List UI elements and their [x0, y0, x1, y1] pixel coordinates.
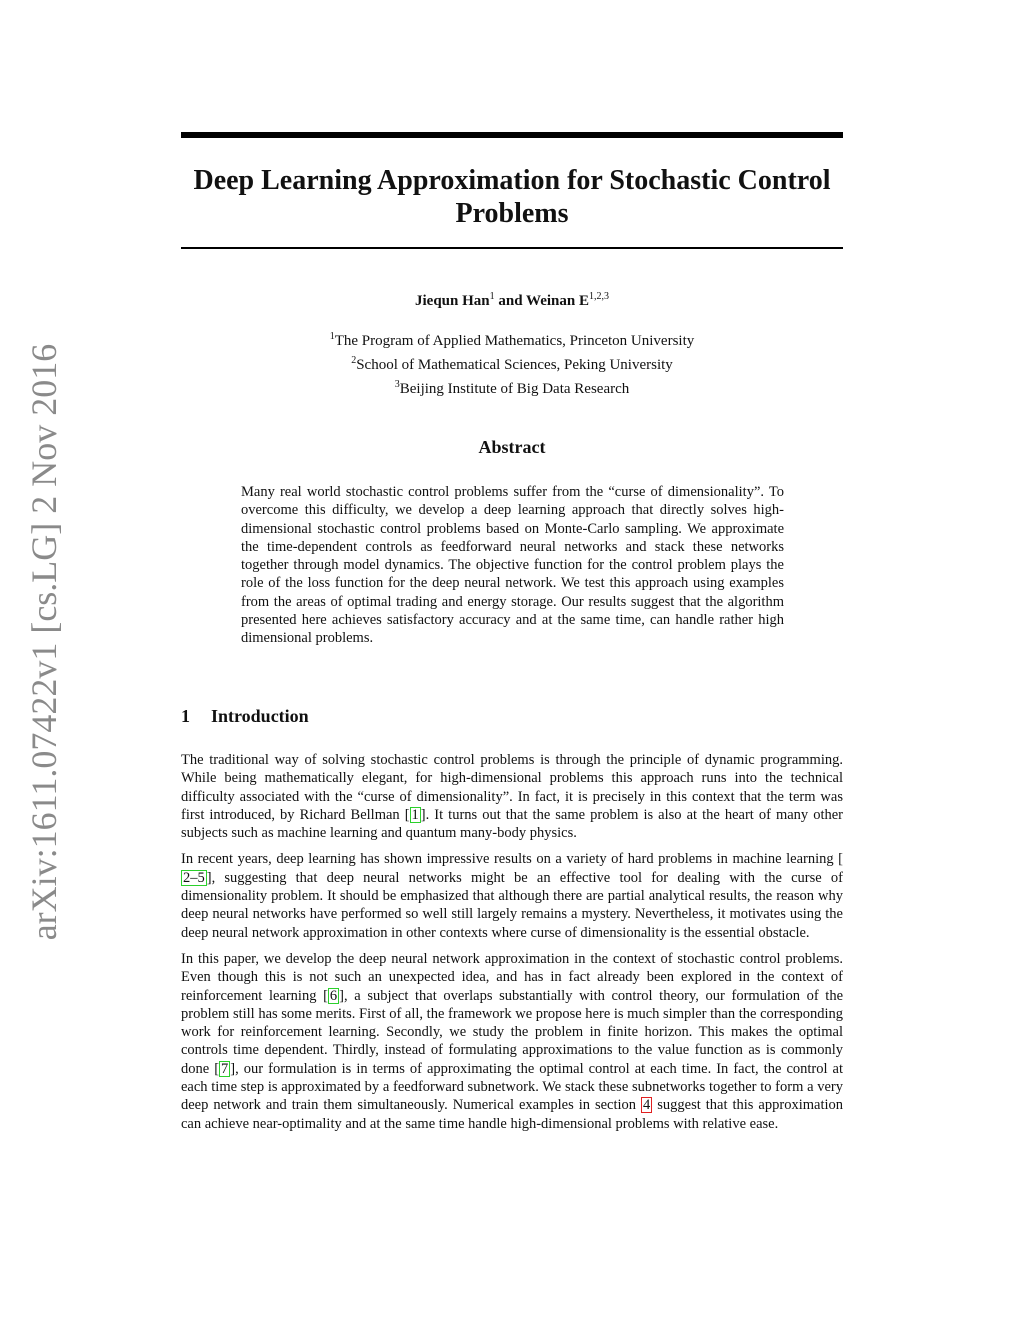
citation-link[interactable]: 1 — [411, 806, 419, 823]
section-body — [181, 751, 843, 1141]
affiliation-text: School of Mathematical Sciences, Peking University — [356, 357, 673, 373]
paper-title: Deep Learning Approximation for Stochastic Control Problems — [193, 165, 831, 229]
abstract-heading: Abstract — [478, 437, 546, 457]
author-affiliation-marker: 1,2,3 — [588, 291, 609, 302]
paragraph-text: ]. It turns out that the same problem is also at the heart of many other subjects such as machine learning and quantum many-body physics. — [181, 806, 843, 842]
affiliation-list — [181, 327, 843, 399]
paragraph-text: ], our formulation is in terms of approximating the optimal control at each time. In fact, the control at each time step is approximated by a feedforward subnetwork. We stack these subnetworks together to form a very deep network and train them simultaneously. Numerical examples in section — [181, 1060, 844, 1114]
title-rule-bottom — [181, 247, 843, 249]
author-name: Jiequn Han — [415, 293, 490, 309]
citation-link[interactable]: 2–5 — [183, 869, 205, 886]
arxiv-sidebar — [0, 0, 70, 1325]
paragraph-text: ], suggesting that deep neural networks might be an effective tool for dealing with the curse of dimensionality problem. It should be emphasized that although there are partial analytical results, the reason why deep neural networks have performed so well still largely remains a mystery. Nevertheless, it motivates using the deep neural network approximation in other contexts where curse of dimensionality is the essential obstacle. — [181, 869, 843, 941]
affiliation-marker: 1 — [329, 331, 335, 342]
paragraph — [181, 751, 843, 842]
arxiv-identifier: arXiv:1611.07422v1 [cs.LG] 2 Nov 2016 — [24, 343, 64, 941]
title-rule-top — [181, 132, 843, 138]
affiliation-marker: 3 — [394, 379, 400, 390]
paragraph-text: The traditional way of solving stochastic control problems is through the principle of dynamic programming. While being mathematically elegant, for high-dimensional problems this approach runs into the technical difficulty associated with the “curse of dimensionality”. In fact, it is precisely in this context that the term was first introduced, by Richard Bellman [ — [181, 752, 843, 823]
author-name: Weinan E — [526, 293, 589, 309]
affiliation-marker: 2 — [351, 355, 357, 366]
affiliation-text: The Program of Applied Mathematics, Princeton University — [334, 333, 695, 349]
affiliation — [181, 327, 843, 351]
paragraph — [181, 850, 843, 941]
section-number: 1 — [181, 706, 190, 726]
paragraph — [181, 950, 843, 1133]
affiliation-text: Beijing Institute of Big Data Research — [399, 381, 630, 397]
citation-link[interactable]: 6 — [329, 987, 338, 1004]
section-heading — [181, 706, 309, 727]
author-conjunction: and — [494, 293, 527, 309]
author-line — [181, 291, 843, 310]
section-reference-link[interactable]: 4 — [643, 1097, 651, 1114]
affiliation — [181, 351, 843, 375]
citation-link[interactable]: 7 — [221, 1060, 229, 1077]
author-affiliation-marker: 1 — [489, 291, 495, 302]
paragraph-text: In this paper, we develop the deep neural network approximation in the context of stochastic control problems. Even though this is not such an unexpected idea, and has in fact already been explored in the context of reinforcement learning [ — [181, 950, 843, 1004]
paragraph-text: ], a subject that overlaps substantially with control theory, our formulation of the problem still has some merits. First of all, the framework we propose here is much simpler than the corresponding work for reinforcement learning. Secondly, we study the problem in finite horizon. This makes the optimal controls time dependent. Thirdly, instead of formulating approximations to the value function as is commonly done [ — [181, 987, 844, 1077]
paragraph-text: suggest that this approximation can achieve near-optimality and at the same time handle high-dimensional problems with relative ease. — [181, 1097, 844, 1132]
abstract-text: Many real world stochastic control problems suffer from the “curse of dimensionality”. To overcome this difficulty, we develop a deep learning approach that directly solves high-dimensional stochastic control problems based on Monte-Carlo sampling. We approximate the time-dependent controls as feedforward neural networks and stack these networks together through model dynamics. The objective function for the control problem plays the role of the loss function for the deep neural network. We test this approach using examples from the areas of optimal trading and energy storage. Our results suggest that the algorithm presented here achieves satisfactory accuracy and at the same time, can handle rather high dimensional problems. — [241, 484, 784, 647]
paragraph-text: In recent years, deep learning has shown impressive results on a variety of hard problems in machine learning [ — [181, 851, 843, 868]
section-title: Introduction — [211, 706, 309, 726]
affiliation — [181, 375, 843, 399]
